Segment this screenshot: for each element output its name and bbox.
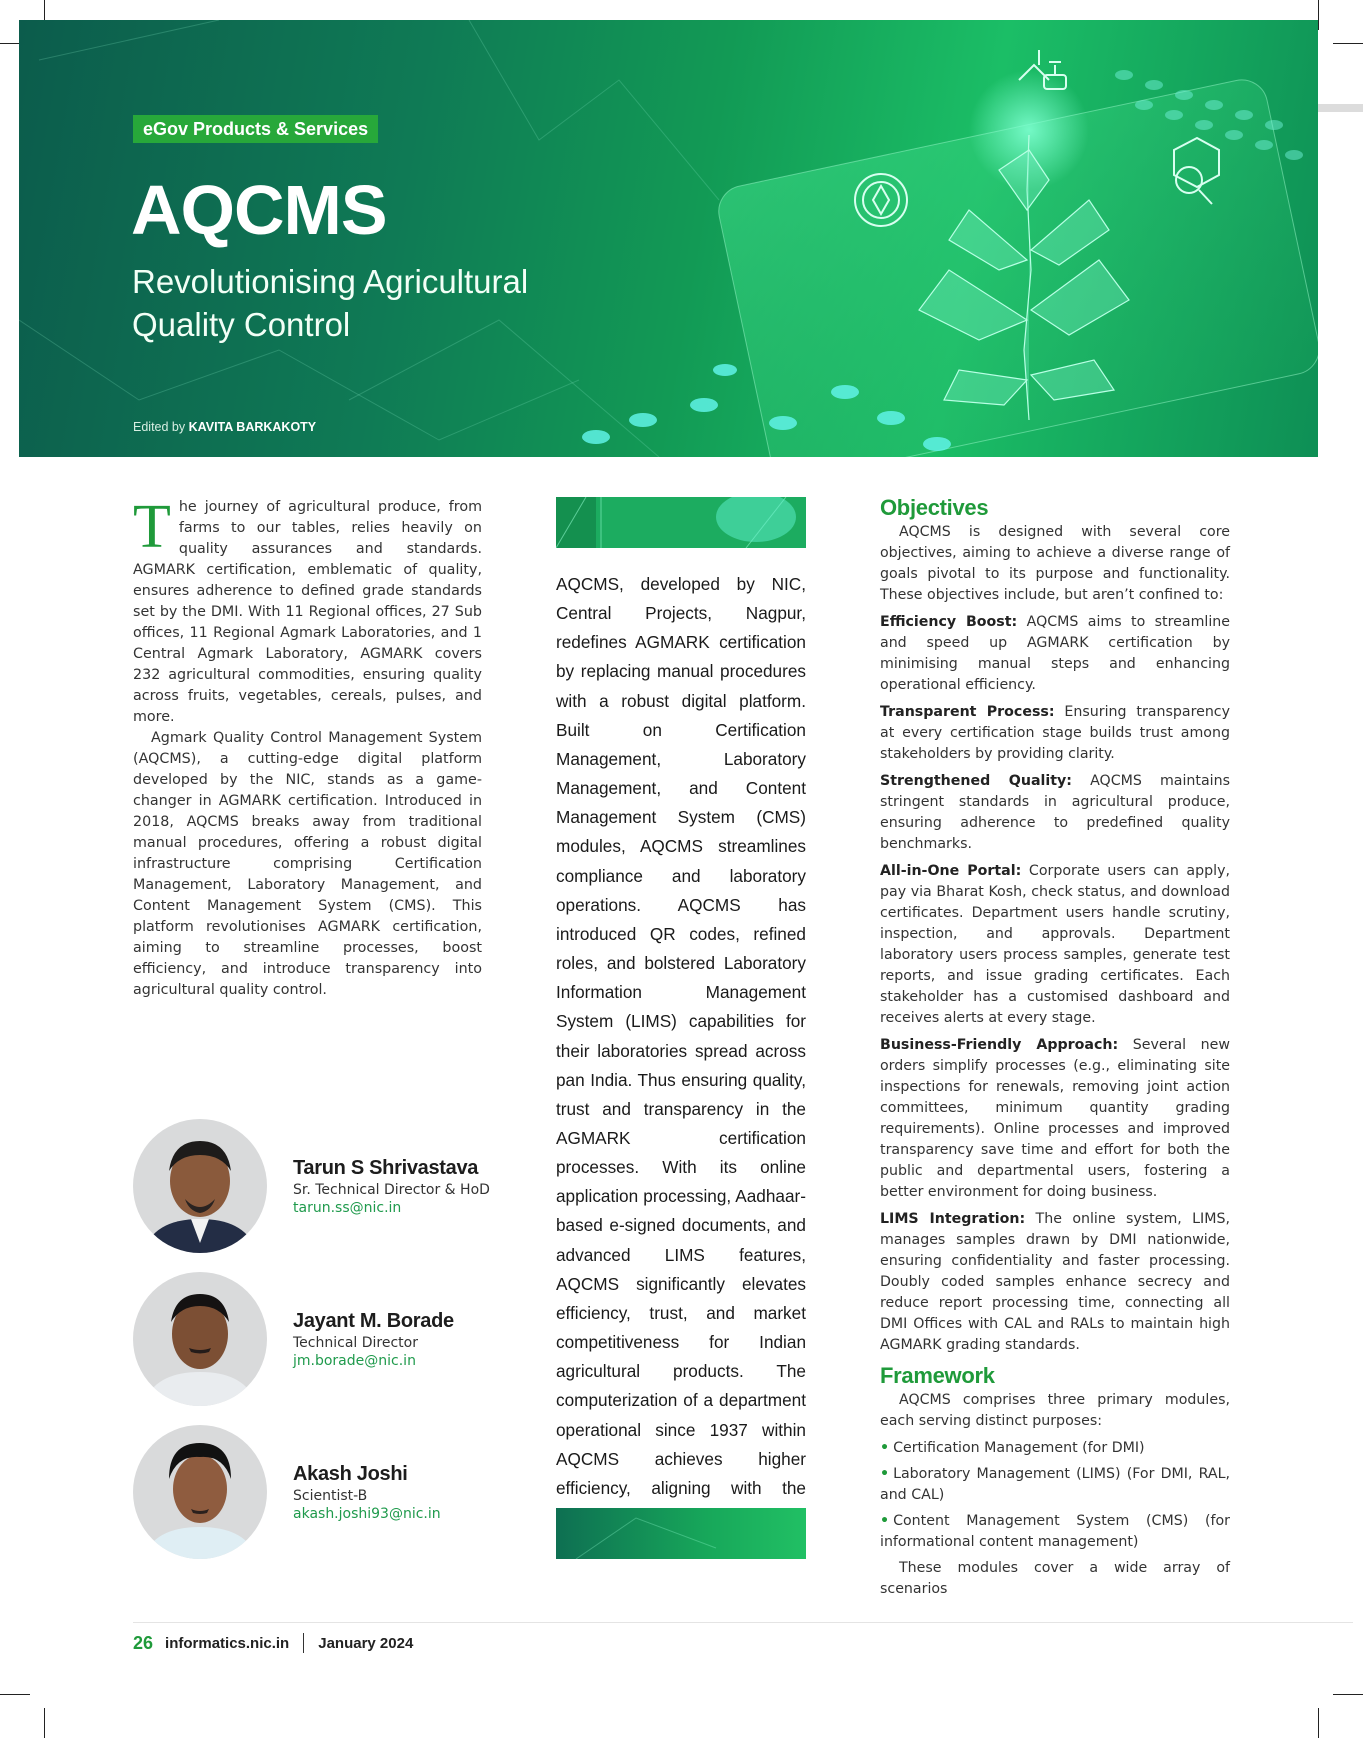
author-email-link[interactable]: akash.joshi93@nic.in	[293, 1506, 441, 1522]
framework-outro: These modules cover a wide array of scenarios	[880, 1560, 1230, 1597]
objective-label: Transparent Process:	[880, 704, 1055, 720]
hero-banner	[19, 20, 1318, 457]
article-title: AQCMS	[131, 171, 387, 249]
author-name: Akash Joshi	[293, 1463, 408, 1485]
framework-bullet	[880, 1438, 1230, 1459]
framework-intro: AQCMS comprises three primary modules, each serving distinct purposes:	[880, 1392, 1230, 1429]
decorative-strip-top	[556, 497, 806, 548]
crop-mark	[1333, 43, 1363, 44]
author-email-link[interactable]: jm.borade@nic.in	[293, 1353, 416, 1369]
issue-date: January 2024	[318, 1634, 414, 1652]
framework-heading: Framework	[880, 1363, 995, 1388]
crop-mark	[44, 1708, 45, 1738]
intro-paragraph-2: Agmark Quality Control Management System (AQCMS), a cutting-edge digital platform developed by the NIC, stands as a game-changer in AGMARK certification. Introduced in 2018, AQCMS breaks away from traditional manual procedures, offering a robust digital infrastructure comprising Certification Management, Laboratory Management, and Content Management System (CMS). This platform revolutionises AGMARK certification, aiming to streamline processes, boost efficiency, and introduce transparency into agricultural quality control.	[133, 730, 482, 998]
crop-mark	[1318, 1708, 1319, 1738]
footer-divider	[133, 1622, 1353, 1623]
middle-paragraph: AQCMS, developed by NIC, Central Projects, Nagpur, redefines AGMARK certification by replacing manual procedures with a robust digital platform. Built on Certification Management, Laboratory Management, and Content Management System (CMS) modules, AQCMS streamlines compliance and laboratory operations. AQCMS has introduced QR codes, refined roles, and bolstered Laboratory Information Management System (LIMS) capabilities for their laboratories spread across pan India. Thus ensuring quality, trust and transparency in the AGMARK certification processes. With its online application processing, Aadhaar-based e-signed documents, and advanced LIMS features, AQCMS significantly elevates efficiency, trust, and market competitiveness for Indian agricultural products. The computerization of a department operational since 1937 within AQCMS achieves higher efficiency, aligning with the	[556, 574, 806, 1498]
objectives-intro: AQCMS is designed with several core objectives, aiming to achieve a diverse range of goals pivotal to its purpose and functionality. These objectives include, but aren’t confined to:	[880, 524, 1230, 603]
person-icon	[133, 1425, 267, 1559]
page-footer	[133, 1631, 413, 1655]
site-link[interactable]: informatics.nic.in	[165, 1634, 290, 1652]
crop-mark	[1333, 1694, 1363, 1695]
objective-label: Efficiency Boost:	[880, 614, 1018, 630]
author-card	[133, 1119, 553, 1259]
framework-bullet-text: Laboratory Management (LIMS) (For DMI, RAL, and CAL)	[880, 1466, 1230, 1503]
drop-cap: T	[133, 493, 171, 561]
author-role: Sr. Technical Director & HoD	[293, 1182, 490, 1198]
objective-text: AQCMS aims to streamline and speed up AGMARK certification by minimising manual steps and enhancing operational efficiency.	[880, 614, 1230, 693]
edge-tab	[1318, 104, 1363, 112]
objective-text: The online system, LIMS, manages samples drawn by DMI nationwide, ensuring confidentiality and faster processing. Doubly coded samples enhance secrecy and reduce report processing time, connecting all DMI Offices with CAL and RALs to maintain high AGMARK grading standards.	[880, 1211, 1231, 1353]
decorative-strip-bottom	[556, 1508, 806, 1559]
objective-item	[880, 1209, 1230, 1356]
category-tag: eGov Products & Services	[133, 115, 378, 143]
objective-label: Business-Friendly Approach:	[880, 1037, 1119, 1053]
author-email-link[interactable]: tarun.ss@nic.in	[293, 1200, 402, 1216]
author-photo	[133, 1119, 267, 1253]
editor-credit	[133, 420, 316, 434]
objective-item	[880, 771, 1230, 855]
objective-text: Corporate users can apply, pay via Bharat Kosh, check status, and download certificates. Department users handle scrutiny, inspection, and approvals. Department laboratory users process samples, generate test reports, and issue grading certificates. Each stakeholder has a customised dashboard and receives alerts at every stage.	[880, 863, 1230, 1026]
author-photo	[133, 1272, 267, 1406]
page-number: 26	[133, 1632, 154, 1653]
person-icon	[133, 1272, 267, 1406]
objective-text: Ensuring transparency at every certification stage builds trust among stakeholders by providing clarity.	[880, 704, 1231, 762]
objective-text: Several new orders simplify processes (e.g., eliminating site inspections for renewals, removing joint action committees, minimum quantity grading requirements). Online processes and improved transparency save time and effort for both the public and departmental users, fostering a better environment for doing business.	[880, 1037, 1231, 1200]
author-name: Jayant M. Borade	[293, 1310, 454, 1332]
author-role: Scientist-B	[293, 1488, 368, 1504]
crop-mark	[1318, 0, 1319, 30]
objective-label: All-in-One Portal:	[880, 863, 1022, 879]
editor-credit-prefix: Edited by	[133, 420, 186, 434]
framework-bullet	[880, 1511, 1230, 1553]
objective-item	[880, 1035, 1230, 1203]
author-name: Tarun S Shrivastava	[293, 1157, 479, 1179]
plant-thumbnail	[556, 497, 806, 548]
right-column	[880, 494, 1230, 1600]
editor-name: KAVITA BARKAKOTY	[188, 420, 317, 434]
author-role: Technical Director	[293, 1335, 418, 1351]
bullet-dot-icon: •	[880, 1440, 890, 1456]
intro-paragraph-1	[133, 493, 482, 728]
gradient-thumbnail	[556, 1508, 806, 1559]
objective-item	[880, 612, 1230, 696]
bullet-dot-icon: •	[880, 1513, 890, 1529]
framework-bullet	[880, 1464, 1230, 1506]
objective-text: AQCMS maintains stringent standards in agricultural produce, ensuring adherence to predefined quality benchmarks.	[880, 773, 1230, 852]
author-card	[133, 1425, 553, 1565]
author-card	[133, 1272, 553, 1412]
bullet-dot-icon: •	[880, 1466, 890, 1482]
author-photo	[133, 1425, 267, 1559]
objective-item	[880, 702, 1230, 765]
objective-label: Strengthened Quality:	[880, 773, 1072, 789]
crop-mark	[0, 1694, 30, 1695]
intro-paragraph-1-text: he journey of agricultural produce, from farms to our tables, relies heavily on quality assurances and standards. AGMARK certification, emblematic of quality, ensures adherence to defined grade standards set by the DMI. With 11 Regional offices, 27 Sub offices, 11 Regional Agmark Laboratories, and 1 Central Agmark Laboratory, AGMARK covers 232 agricultural commodities, ensuring quality across fruits, vegetables, cereals, pulses, and more.	[133, 499, 482, 725]
objective-label: LIMS Integration:	[880, 1211, 1026, 1227]
footer-separator	[303, 1633, 304, 1653]
middle-column	[556, 570, 806, 1561]
article-subtitle: Revolutionising Agricultural Quality Control	[132, 263, 529, 343]
objectives-heading: Objectives	[880, 495, 989, 520]
person-icon	[133, 1119, 267, 1253]
framework-bullet-text: Content Management System (CMS) (for informational content management)	[880, 1513, 1230, 1550]
objective-item	[880, 861, 1230, 1029]
framework-bullet-text: Certification Management (for DMI)	[893, 1440, 1145, 1456]
intro-column	[133, 493, 482, 1001]
